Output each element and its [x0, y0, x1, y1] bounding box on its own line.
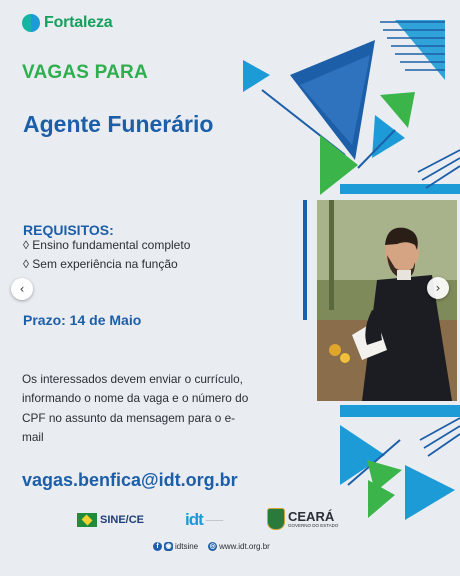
ceara-logo [267, 508, 338, 530]
brand-mark-icon [22, 14, 40, 32]
sine-logo [77, 513, 144, 527]
brazil-flag-icon [77, 513, 97, 527]
job-title: Agente Funerário [23, 111, 214, 137]
facebook-icon: f [153, 542, 162, 551]
instructions-text: Os interessados devem enviar o currículo, informando o nome da vaga e o número do CPF no assunto da mensagem para o e-mail [22, 372, 249, 445]
funeral-worker-illustration [317, 200, 457, 401]
website-link: www.idt.org.br [219, 542, 270, 551]
idt-logo-text: idt [185, 510, 203, 529]
brand-logo [22, 14, 112, 32]
carousel-prev-button[interactable] [11, 278, 33, 300]
deadline: Prazo: 14 de Maio [23, 312, 142, 328]
ceara-seal-icon [267, 508, 285, 530]
ceara-logo-text: CEARÁ [288, 509, 335, 524]
chevron-right-icon: › [435, 281, 441, 295]
footer-contacts [153, 542, 270, 551]
sine-logo-text: SINE/CE [100, 514, 145, 526]
instagram-icon: ◉ [165, 543, 172, 550]
contact-email: vagas.benfica@idt.org.br [22, 470, 238, 490]
idt-logo-subtext: ————— [205, 518, 224, 522]
requirement-item: ◊ Ensino fundamental completo [23, 238, 191, 252]
partner-logos [0, 505, 460, 545]
job-photo [317, 200, 457, 401]
requirements-title: REQUISITOS: [23, 222, 114, 238]
social-handle: idtsine [175, 542, 199, 551]
idt-logo [185, 510, 246, 530]
requirement-item: ◊ Sem experiência na função [23, 257, 178, 271]
web-icon: ◎ [209, 543, 216, 550]
chevron-left-icon: ‹ [19, 282, 25, 296]
carousel-next-button[interactable] [427, 277, 449, 299]
ceara-logo-subtext: GOVERNO DO ESTADO [288, 523, 339, 528]
brand-name: Fortaleza [44, 14, 113, 31]
headline: VAGAS PARA [22, 62, 148, 83]
